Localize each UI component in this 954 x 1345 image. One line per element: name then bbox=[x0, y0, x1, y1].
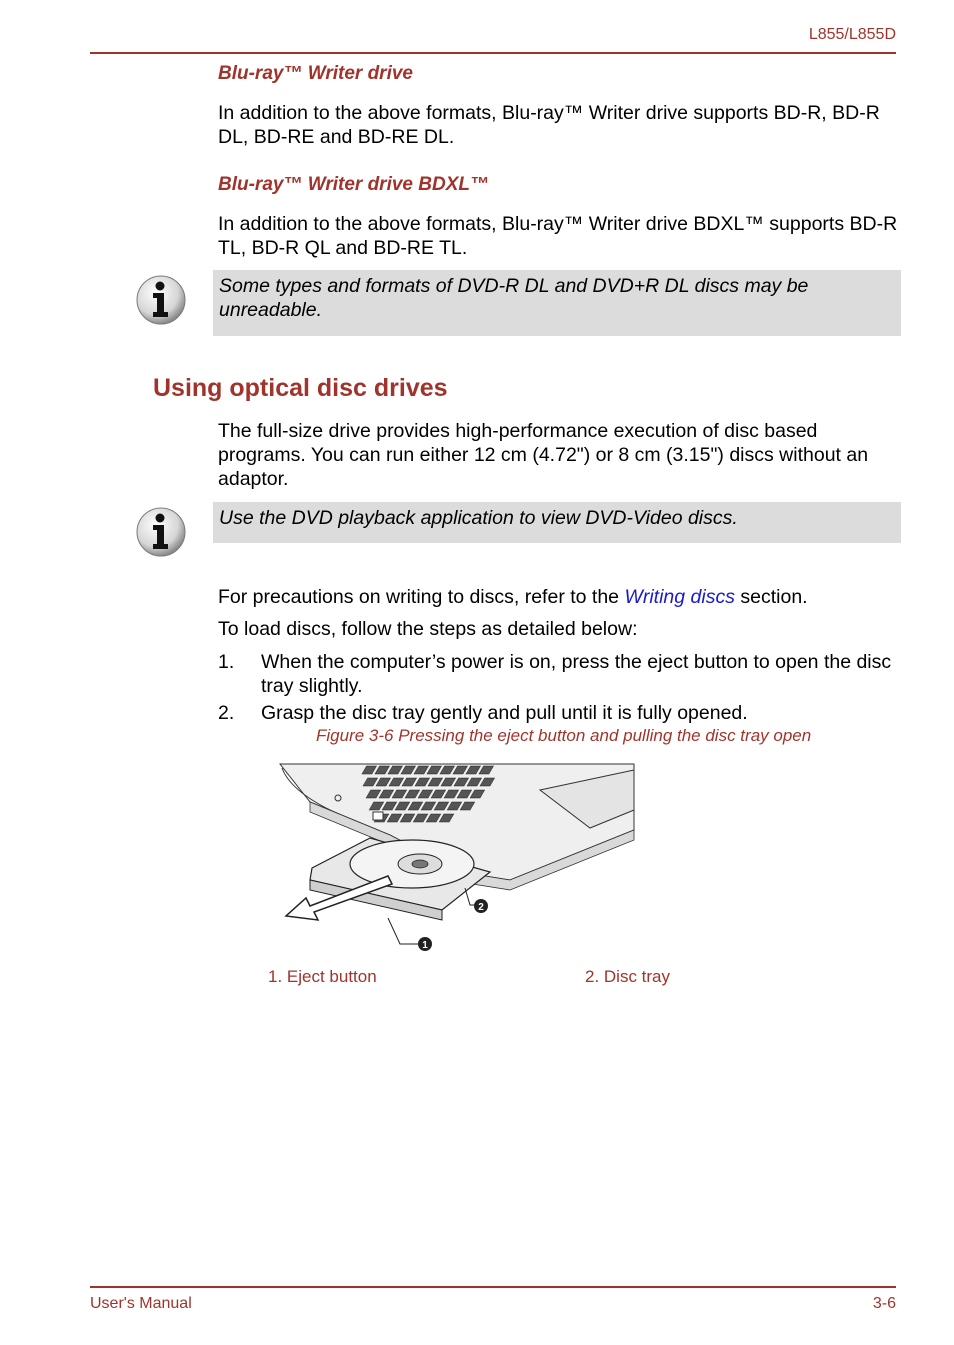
load-intro: To load discs, follow the steps as detailed below: bbox=[218, 618, 638, 640]
section-text-bdxl: In addition to the above formats, Blu-ray™ Writer drive BDXL™ supports BD-R TL, BD-R QL and BD-RE TL. bbox=[218, 213, 898, 259]
section-heading: Using optical disc drives bbox=[153, 374, 448, 402]
step-text: When the computer’s power is on, press the eject button to open the disc tray slightly. bbox=[261, 651, 892, 697]
callout-2-label: 2 bbox=[478, 902, 484, 913]
info-icon bbox=[135, 506, 187, 558]
disc-tray-illustration bbox=[270, 760, 640, 960]
precautions-paragraph bbox=[218, 585, 898, 609]
step-number: 2. bbox=[218, 702, 235, 724]
callout-1 bbox=[418, 937, 432, 951]
section-title-writer: Blu-ray™ Writer drive bbox=[218, 63, 413, 84]
note-box bbox=[213, 502, 901, 543]
footer-left: User's Manual bbox=[90, 1295, 192, 1312]
intro-paragraph: The full-size drive provides high-performance execution of disc based programs. You can run either 12 cm (4.72") or 8 cm (3.15") discs without an adaptor. bbox=[218, 420, 869, 490]
step-number: 1. bbox=[218, 651, 235, 673]
legend-item-disc-tray: 2. Disc tray bbox=[585, 967, 671, 986]
figure-caption: Figure 3-6 Pressing the eject button and pulling the disc tray open bbox=[316, 726, 812, 745]
writing-discs-link[interactable]: Writing discs bbox=[624, 586, 735, 608]
footer-rule bbox=[90, 1286, 896, 1288]
footer-page-number: 3-6 bbox=[872, 1295, 896, 1312]
step-text: Grasp the disc tray gently and pull until it is fully opened. bbox=[261, 702, 748, 724]
page-model: L855/L855D bbox=[808, 26, 896, 43]
note-text: Use the DVD playback application to view DVD-Video discs. bbox=[219, 507, 738, 529]
section-text-writer: In addition to the above formats, Blu-ray™ Writer drive supports BD-R, BD-R DL, BD-RE and BD-RE DL. bbox=[218, 102, 880, 148]
section-title-bdxl: Blu-ray™ Writer drive BDXL™ bbox=[218, 174, 489, 195]
info-icon bbox=[135, 274, 187, 326]
legend-item-eject-button: 1. Eject button bbox=[268, 967, 377, 986]
callout-1-label: 1 bbox=[422, 940, 428, 951]
note-box bbox=[213, 270, 901, 336]
callout-2 bbox=[474, 899, 488, 913]
note-text: Some types and formats of DVD-R DL and DVD+R DL discs may be unreadable. bbox=[219, 275, 809, 321]
header-rule bbox=[90, 52, 896, 54]
precautions-text: For precautions on writing to discs, refer to the bbox=[218, 586, 625, 608]
precautions-text-end: section. bbox=[734, 586, 808, 608]
